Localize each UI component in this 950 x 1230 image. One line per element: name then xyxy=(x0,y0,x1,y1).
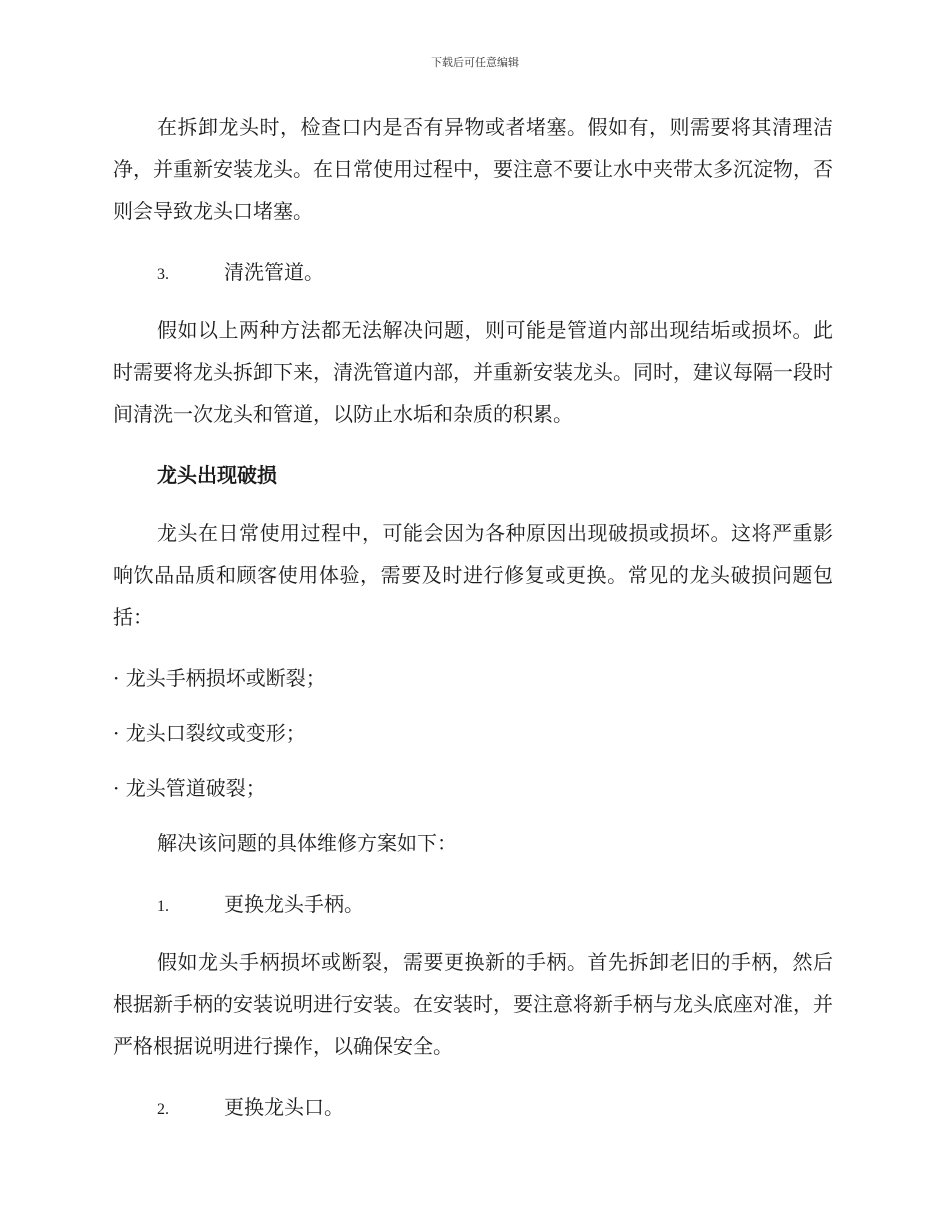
page-header: 下载后可任意编辑 xyxy=(431,56,519,69)
bullet-item: · 龙头手柄损坏或断裂； xyxy=(113,666,326,690)
list-text: 更换龙头口。 xyxy=(224,1095,344,1119)
list-text: 更换龙头手柄。 xyxy=(224,892,364,916)
bullet-item: · 龙头口裂纹或变形； xyxy=(113,721,306,745)
paragraph-5: 假如龙头手柄损坏或断裂，需要更换新的手柄。首先拆卸老旧的手柄，然后根据新手柄的安装说明进行安装。在安装时，要注意将新手柄与龙头底座对准，并严格根据说明进行操作，以确保安全。 xyxy=(113,950,833,1058)
document-body xyxy=(113,106,833,1144)
list-number: 2. xyxy=(157,1101,169,1118)
section-heading: 龙头出现破损 xyxy=(157,463,277,487)
paragraph-4: 解决该问题的具体维修方案如下： xyxy=(157,831,457,855)
bullet-item: · 龙头管道破裂； xyxy=(113,776,266,800)
list-text: 清洗管道。 xyxy=(224,260,324,284)
paragraph-1: 在拆卸龙头时，检查口内是否有异物或者堵塞。假如有，则需要将其清理洁净，并重新安装龙头。在日常使用过程中，要注意不要让水中夹带太多沉淀物，否则会导致龙头口堵塞。 xyxy=(113,115,833,223)
paragraph-2: 假如以上两种方法都无法解决问题，则可能是管道内部出现结垢或损坏。此时需要将龙头拆卸下来，清洗管道内部，并重新安装龙头。同时，建议每隔一段时间清洗一次龙头和管道，以防止水垢和杂质的积累。 xyxy=(113,318,833,426)
list-number: 3. xyxy=(157,266,169,283)
list-item-2 xyxy=(113,1086,833,1131)
list-item-3 xyxy=(113,251,833,296)
paragraph-3: 龙头在日常使用过程中，可能会因为各种原因出现破损或损坏。这将严重影响饮品品质和顾客使用体验，需要及时进行修复或更换。常见的龙头破损问题包括： xyxy=(113,521,833,629)
list-item-1 xyxy=(113,883,833,928)
list-number: 1. xyxy=(157,898,169,915)
